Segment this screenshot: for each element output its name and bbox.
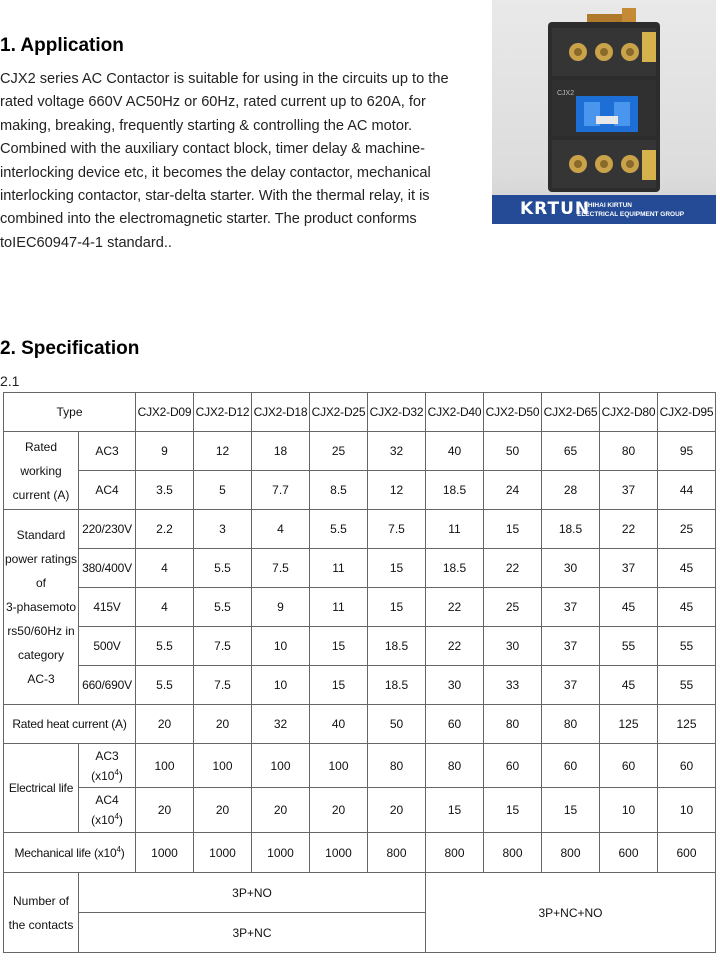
label-line: rs50/60Hz in bbox=[7, 624, 75, 638]
value-cell: 800 bbox=[426, 833, 484, 873]
value-cell: 40 bbox=[426, 432, 484, 471]
value-cell: 20 bbox=[310, 788, 368, 833]
voltage-label: 660/690V bbox=[79, 666, 136, 705]
value-cell: 30 bbox=[484, 627, 542, 666]
label-line: category bbox=[17, 648, 65, 662]
rated-working-current-label bbox=[4, 432, 79, 510]
value-cell: 4 bbox=[136, 549, 194, 588]
value-cell: 18.5 bbox=[368, 627, 426, 666]
value-cell: 15 bbox=[542, 788, 600, 833]
electrical-life-ac3-row bbox=[4, 744, 716, 788]
value-cell: 22 bbox=[600, 510, 658, 549]
value-cell: 37 bbox=[600, 471, 658, 510]
value-cell: 9 bbox=[252, 588, 310, 627]
label-line: power ratings bbox=[4, 552, 78, 566]
voltage-label: 500V bbox=[79, 627, 136, 666]
value-cell: 18.5 bbox=[426, 549, 484, 588]
value-cell: 4 bbox=[252, 510, 310, 549]
value-cell: 18 bbox=[252, 432, 310, 471]
value-cell: 2.2 bbox=[136, 510, 194, 549]
value-cell: 20 bbox=[194, 788, 252, 833]
value-cell: 9 bbox=[136, 432, 194, 471]
value-cell: 25 bbox=[658, 510, 716, 549]
power-ratings-label bbox=[4, 510, 79, 705]
value-cell: 600 bbox=[600, 833, 658, 873]
value-cell: 5.5 bbox=[310, 510, 368, 549]
label-line: Number of bbox=[12, 893, 70, 908]
value-cell: 30 bbox=[542, 549, 600, 588]
company-name: ® SHIHAI KIRTUN bbox=[577, 202, 632, 209]
value-cell: 20 bbox=[136, 788, 194, 833]
number-of-contacts-label bbox=[4, 873, 79, 953]
value-cell: 18.5 bbox=[368, 666, 426, 705]
life-category-name: AC4 bbox=[95, 793, 119, 807]
value-cell: 15 bbox=[310, 627, 368, 666]
power-660-row bbox=[4, 666, 716, 705]
value-cell: 20 bbox=[252, 788, 310, 833]
electrical-life-ac4-row bbox=[4, 788, 716, 833]
value-cell: 50 bbox=[368, 705, 426, 744]
life-category-label bbox=[79, 744, 136, 788]
value-cell: 10 bbox=[600, 788, 658, 833]
power-220-row bbox=[4, 510, 716, 549]
label-line: working bbox=[20, 463, 62, 478]
value-cell: 28 bbox=[542, 471, 600, 510]
heat-current-row bbox=[4, 705, 716, 744]
value-cell: 24 bbox=[484, 471, 542, 510]
value-cell: 60 bbox=[426, 705, 484, 744]
value-cell: 15 bbox=[310, 666, 368, 705]
mechanical-life-label bbox=[4, 833, 136, 873]
label-line: the contacts bbox=[8, 917, 74, 932]
value-cell: 1000 bbox=[194, 833, 252, 873]
value-cell: 15 bbox=[368, 588, 426, 627]
value-cell: 1000 bbox=[252, 833, 310, 873]
contacts-nc-cell: 3P+NC bbox=[79, 913, 426, 953]
value-cell: 37 bbox=[542, 666, 600, 705]
brand-logo: KRTUN bbox=[520, 199, 591, 219]
value-cell: 25 bbox=[484, 588, 542, 627]
application-description: CJX2 series AC Contactor is suitable for using in the circuits up to the rated voltage 660V AC50Hz or 60Hz, rated current up to 620A, for making, breaking, frequently starting & controlling the AC motor. Combined with the auxiliary contact block, timer delay & machine-interlocking device etc, it becomes the delay contactor, mechanical interlocking contactor, star-delta starter. With the thermal relay, it is combined into the electromagnetic starter. The product conforms toIEC60947-4-1 standard.. bbox=[0, 71, 449, 251]
unit-exponent: 4 bbox=[116, 844, 121, 854]
value-cell: 55 bbox=[600, 627, 658, 666]
contacts-nc-no-cell: 3P+NC+NO bbox=[426, 873, 716, 953]
value-cell: 20 bbox=[194, 705, 252, 744]
unit-exponent: 4 bbox=[114, 767, 119, 777]
value-cell: 125 bbox=[658, 705, 716, 744]
value-cell: 60 bbox=[542, 744, 600, 788]
value-cell: 15 bbox=[484, 788, 542, 833]
value-cell: 95 bbox=[658, 432, 716, 471]
value-cell: 3 bbox=[194, 510, 252, 549]
value-cell: 32 bbox=[368, 432, 426, 471]
value-cell: 100 bbox=[252, 744, 310, 788]
value-cell: 7.7 bbox=[252, 471, 310, 510]
life-category-name: AC3 bbox=[95, 748, 119, 763]
value-cell: 80 bbox=[484, 705, 542, 744]
unit-close: ) bbox=[118, 768, 123, 783]
value-cell: 18.5 bbox=[426, 471, 484, 510]
category-label: AC3 bbox=[79, 432, 136, 471]
value-cell: 10 bbox=[252, 666, 310, 705]
life-unit bbox=[79, 810, 135, 830]
unit-text: (x10 bbox=[91, 768, 115, 783]
value-cell: 7.5 bbox=[194, 627, 252, 666]
value-cell: 65 bbox=[542, 432, 600, 471]
brand-banner bbox=[492, 195, 716, 224]
value-cell: 1000 bbox=[136, 833, 194, 873]
value-cell: 15 bbox=[368, 549, 426, 588]
specification-table bbox=[3, 392, 716, 953]
value-cell: 45 bbox=[658, 549, 716, 588]
value-cell: 5.5 bbox=[136, 666, 194, 705]
value-cell: 11 bbox=[426, 510, 484, 549]
label-line: 3-phasemoto bbox=[5, 600, 77, 614]
value-cell: 60 bbox=[484, 744, 542, 788]
label-line: Standard bbox=[16, 528, 66, 542]
rated-heat-current-label: Rated heat current (A) bbox=[4, 705, 136, 744]
value-cell: 55 bbox=[658, 627, 716, 666]
value-cell: 20 bbox=[136, 705, 194, 744]
label-line: of bbox=[35, 576, 46, 590]
value-cell: 8.5 bbox=[310, 471, 368, 510]
value-cell: 800 bbox=[368, 833, 426, 873]
type-cell: CJX2-D12 bbox=[194, 393, 252, 432]
unit-exponent: 4 bbox=[114, 812, 119, 821]
value-cell: 80 bbox=[426, 744, 484, 788]
value-cell: 1000 bbox=[310, 833, 368, 873]
type-cell: CJX2-D25 bbox=[310, 393, 368, 432]
value-cell: 5 bbox=[194, 471, 252, 510]
value-cell: 32 bbox=[252, 705, 310, 744]
value-cell: 40 bbox=[310, 705, 368, 744]
power-415-row bbox=[4, 588, 716, 627]
value-cell: 80 bbox=[542, 705, 600, 744]
electrical-life-label: Electrical life bbox=[4, 744, 79, 833]
value-cell: 10 bbox=[658, 788, 716, 833]
value-cell: 11 bbox=[310, 588, 368, 627]
label-line: Rated bbox=[24, 439, 58, 454]
type-header: Type bbox=[4, 393, 136, 432]
value-cell: 100 bbox=[310, 744, 368, 788]
value-cell: 5.5 bbox=[194, 549, 252, 588]
specification-heading: 2. Specification bbox=[0, 338, 140, 359]
value-cell: 45 bbox=[600, 588, 658, 627]
value-cell: 60 bbox=[658, 744, 716, 788]
power-500-row bbox=[4, 627, 716, 666]
value-cell: 100 bbox=[136, 744, 194, 788]
value-cell: 37 bbox=[542, 627, 600, 666]
label-line: current (A) bbox=[12, 487, 70, 502]
current-ac4-row bbox=[4, 471, 716, 510]
type-cell: CJX2-D50 bbox=[484, 393, 542, 432]
value-cell: 45 bbox=[600, 666, 658, 705]
value-cell: 11 bbox=[310, 549, 368, 588]
value-cell: 5.5 bbox=[194, 588, 252, 627]
voltage-label: 220/230V bbox=[79, 510, 136, 549]
value-cell: 22 bbox=[426, 627, 484, 666]
type-row bbox=[4, 393, 716, 432]
value-cell: 55 bbox=[658, 666, 716, 705]
value-cell: 37 bbox=[542, 588, 600, 627]
mechanical-life-row bbox=[4, 833, 716, 873]
type-cell: CJX2-D95 bbox=[658, 393, 716, 432]
value-cell: 7.5 bbox=[368, 510, 426, 549]
life-unit bbox=[79, 766, 135, 786]
value-cell: 50 bbox=[484, 432, 542, 471]
value-cell: 15 bbox=[484, 510, 542, 549]
life-category-label bbox=[79, 788, 136, 833]
product-image bbox=[492, 0, 716, 224]
label-line: AC-3 bbox=[27, 672, 55, 686]
value-cell: 800 bbox=[484, 833, 542, 873]
value-cell: 4 bbox=[136, 588, 194, 627]
type-cell: CJX2-D18 bbox=[252, 393, 310, 432]
value-cell: 7.5 bbox=[194, 666, 252, 705]
value-cell: 5.5 bbox=[136, 627, 194, 666]
value-cell: 25 bbox=[310, 432, 368, 471]
current-ac3-row bbox=[4, 432, 716, 471]
value-cell: 80 bbox=[600, 432, 658, 471]
category-label: AC4 bbox=[79, 471, 136, 510]
label-text: Mechanical life (x10 bbox=[14, 845, 117, 860]
value-cell: 60 bbox=[600, 744, 658, 788]
application-heading: 1. Application bbox=[0, 35, 124, 56]
value-cell: 30 bbox=[426, 666, 484, 705]
value-cell: 12 bbox=[194, 432, 252, 471]
type-cell: CJX2-D09 bbox=[136, 393, 194, 432]
value-cell: 12 bbox=[368, 471, 426, 510]
value-cell: 33 bbox=[484, 666, 542, 705]
model-print: CJX2 bbox=[557, 90, 575, 97]
value-cell: 800 bbox=[542, 833, 600, 873]
type-cell: CJX2-D65 bbox=[542, 393, 600, 432]
value-cell: 125 bbox=[600, 705, 658, 744]
voltage-label: 415V bbox=[79, 588, 136, 627]
value-cell: 10 bbox=[252, 627, 310, 666]
type-cell: CJX2-D32 bbox=[368, 393, 426, 432]
unit-text: (x10 bbox=[91, 813, 115, 827]
contactor-illustration bbox=[492, 0, 716, 195]
company-subtitle: ELECTRICAL EQUIPMENT GROUP bbox=[577, 211, 685, 218]
value-cell: 22 bbox=[484, 549, 542, 588]
contacts-row-top bbox=[4, 873, 716, 913]
value-cell: 7.5 bbox=[252, 549, 310, 588]
value-cell: 15 bbox=[426, 788, 484, 833]
value-cell: 37 bbox=[600, 549, 658, 588]
section-number: 2.1 bbox=[0, 373, 20, 389]
value-cell: 22 bbox=[426, 588, 484, 627]
label-close: ) bbox=[120, 845, 125, 860]
value-cell: 3.5 bbox=[136, 471, 194, 510]
value-cell: 45 bbox=[658, 588, 716, 627]
value-cell: 44 bbox=[658, 471, 716, 510]
value-cell: 18.5 bbox=[542, 510, 600, 549]
power-380-row bbox=[4, 549, 716, 588]
value-cell: 20 bbox=[368, 788, 426, 833]
unit-close: ) bbox=[118, 813, 123, 827]
value-cell: 100 bbox=[194, 744, 252, 788]
value-cell: 80 bbox=[368, 744, 426, 788]
type-cell: CJX2-D40 bbox=[426, 393, 484, 432]
contacts-no-cell: 3P+NO bbox=[79, 873, 426, 913]
voltage-label: 380/400V bbox=[79, 549, 136, 588]
type-cell: CJX2-D80 bbox=[600, 393, 658, 432]
value-cell: 600 bbox=[658, 833, 716, 873]
